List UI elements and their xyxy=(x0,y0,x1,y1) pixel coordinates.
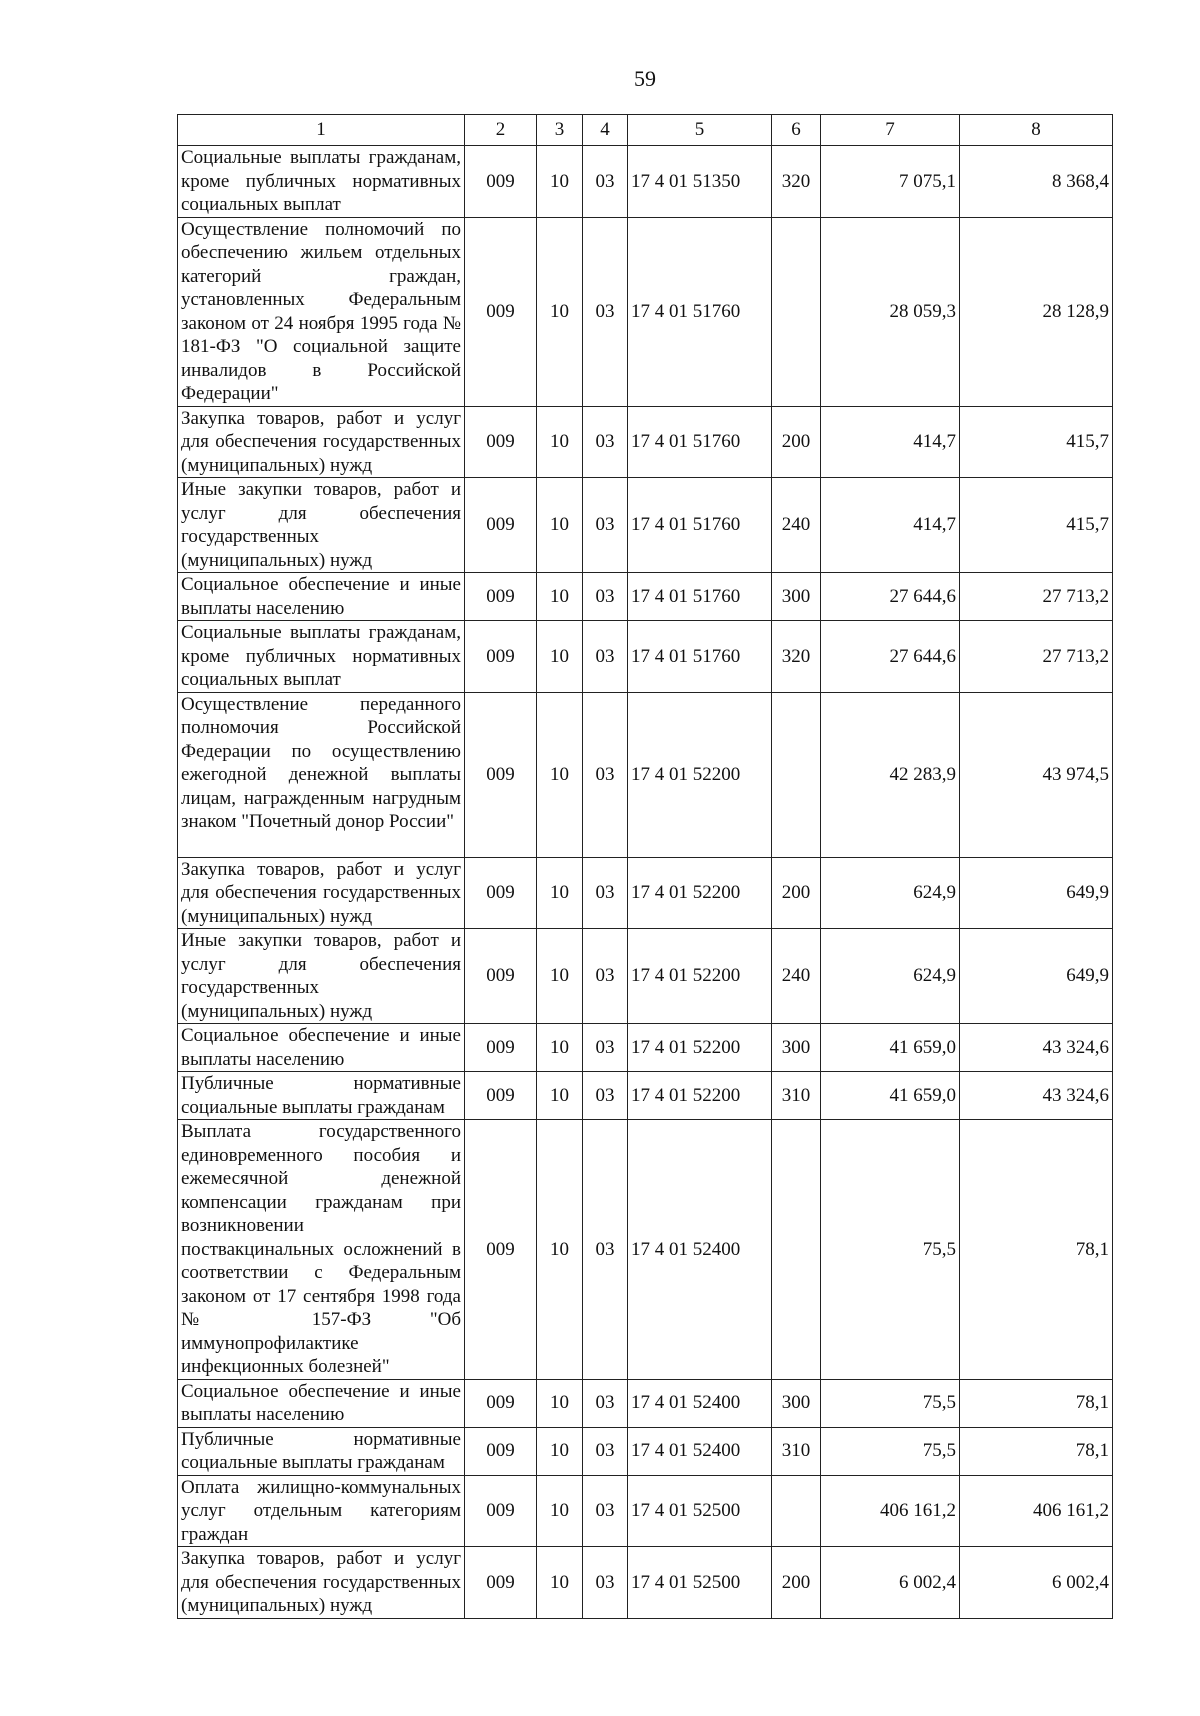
amount-year-2: 78,1 xyxy=(960,1379,1113,1427)
amount-year-2: 43 974,5 xyxy=(960,692,1113,857)
subsection-code: 03 xyxy=(583,1379,628,1427)
row-description: Закупка товаров, работ и услуг для обеспечения государственных (муниципальных) нужд xyxy=(178,406,465,478)
expense-type: 200 xyxy=(772,857,821,929)
section-code: 10 xyxy=(537,1475,583,1547)
target-code: 17 4 01 51760 xyxy=(628,478,772,573)
col-header: 8 xyxy=(960,115,1113,146)
row-description: Закупка товаров, работ и услуг для обеспечения государственных (муниципальных) нужд xyxy=(178,857,465,929)
expense-type: 240 xyxy=(772,929,821,1024)
target-code: 17 4 01 52200 xyxy=(628,857,772,929)
section-code: 10 xyxy=(537,692,583,857)
expense-type: 300 xyxy=(772,1024,821,1072)
amount-year-2: 6 002,4 xyxy=(960,1547,1113,1619)
section-code: 10 xyxy=(537,1379,583,1427)
row-description: Социальное обеспечение и иные выплаты населению xyxy=(178,573,465,621)
col-header: 6 xyxy=(772,115,821,146)
target-code: 17 4 01 52400 xyxy=(628,1120,772,1380)
row-description: Публичные нормативные социальные выплаты гражданам xyxy=(178,1072,465,1120)
col-header: 5 xyxy=(628,115,772,146)
amount-year-1: 75,5 xyxy=(821,1427,960,1475)
target-code: 17 4 01 51760 xyxy=(628,406,772,478)
row-description: Иные закупки товаров, работ и услуг для обеспечения государственных (муниципальных) нужд xyxy=(178,478,465,573)
budget-table-body xyxy=(178,146,1113,1619)
amount-year-2: 649,9 xyxy=(960,857,1113,929)
target-code: 17 4 01 52500 xyxy=(628,1547,772,1619)
expense-type xyxy=(772,217,821,406)
section-code: 10 xyxy=(537,217,583,406)
expense-type xyxy=(772,1120,821,1380)
admin-code: 009 xyxy=(465,1120,537,1380)
admin-code: 009 xyxy=(465,929,537,1024)
subsection-code: 03 xyxy=(583,1072,628,1120)
amount-year-2: 78,1 xyxy=(960,1120,1113,1380)
amount-year-1: 27 644,6 xyxy=(821,621,960,693)
amount-year-2: 27 713,2 xyxy=(960,621,1113,693)
amount-year-1: 624,9 xyxy=(821,929,960,1024)
section-code: 10 xyxy=(537,478,583,573)
budget-table xyxy=(177,114,1113,1619)
target-code: 17 4 01 52400 xyxy=(628,1427,772,1475)
table-row xyxy=(178,1547,1113,1619)
row-description: Выплата государственного единовременного пособия и ежемесячной денежной компенсации гражданам при возникновении поствакцинальных осложнений в соответствии с Федеральным законом от 17 сентября 1998 года № 157-ФЗ "Об иммунопрофилактике инфекционных болезней" xyxy=(178,1120,465,1380)
subsection-code: 03 xyxy=(583,857,628,929)
amount-year-1: 414,7 xyxy=(821,478,960,573)
amount-year-1: 41 659,0 xyxy=(821,1024,960,1072)
expense-type: 320 xyxy=(772,621,821,693)
table-row xyxy=(178,1024,1113,1072)
subsection-code: 03 xyxy=(583,621,628,693)
subsection-code: 03 xyxy=(583,1120,628,1380)
target-code: 17 4 01 52500 xyxy=(628,1475,772,1547)
admin-code: 009 xyxy=(465,1024,537,1072)
section-code: 10 xyxy=(537,146,583,218)
section-code: 10 xyxy=(537,1120,583,1380)
admin-code: 009 xyxy=(465,857,537,929)
table-row xyxy=(178,692,1113,857)
subsection-code: 03 xyxy=(583,1024,628,1072)
subsection-code: 03 xyxy=(583,406,628,478)
admin-code: 009 xyxy=(465,1072,537,1120)
amount-year-1: 414,7 xyxy=(821,406,960,478)
amount-year-2: 649,9 xyxy=(960,929,1113,1024)
target-code: 17 4 01 51760 xyxy=(628,621,772,693)
subsection-code: 03 xyxy=(583,573,628,621)
expense-type: 200 xyxy=(772,406,821,478)
subsection-code: 03 xyxy=(583,1547,628,1619)
amount-year-2: 406 161,2 xyxy=(960,1475,1113,1547)
target-code: 17 4 01 52400 xyxy=(628,1379,772,1427)
target-code: 17 4 01 52200 xyxy=(628,1024,772,1072)
amount-year-2: 415,7 xyxy=(960,478,1113,573)
amount-year-2: 28 128,9 xyxy=(960,217,1113,406)
row-description: Осуществление полномочий по обеспечению жильем отдельных категорий граждан, установленных Федеральным законом от 24 ноября 1995 года № 181-ФЗ "О социальной защите инвалидов в Российской Федерации" xyxy=(178,217,465,406)
section-code: 10 xyxy=(537,1427,583,1475)
section-code: 10 xyxy=(537,1024,583,1072)
col-header: 7 xyxy=(821,115,960,146)
table-row xyxy=(178,1475,1113,1547)
section-code: 10 xyxy=(537,406,583,478)
section-code: 10 xyxy=(537,1072,583,1120)
expense-type xyxy=(772,692,821,857)
header-row xyxy=(178,115,1113,146)
subsection-code: 03 xyxy=(583,1475,628,1547)
amount-year-1: 28 059,3 xyxy=(821,217,960,406)
section-code: 10 xyxy=(537,929,583,1024)
subsection-code: 03 xyxy=(583,146,628,218)
section-code: 10 xyxy=(537,573,583,621)
amount-year-1: 406 161,2 xyxy=(821,1475,960,1547)
table-row xyxy=(178,929,1113,1024)
amount-year-2: 415,7 xyxy=(960,406,1113,478)
row-description: Социальные выплаты гражданам, кроме публичных нормативных социальных выплат xyxy=(178,146,465,218)
table-row xyxy=(178,857,1113,929)
expense-type xyxy=(772,1475,821,1547)
col-header: 1 xyxy=(178,115,465,146)
admin-code: 009 xyxy=(465,1547,537,1619)
row-description: Закупка товаров, работ и услуг для обеспечения государственных (муниципальных) нужд xyxy=(178,1547,465,1619)
row-description: Социальные выплаты гражданам, кроме публичных нормативных социальных выплат xyxy=(178,621,465,693)
amount-year-2: 27 713,2 xyxy=(960,573,1113,621)
target-code: 17 4 01 52200 xyxy=(628,1072,772,1120)
table-row xyxy=(178,1120,1113,1380)
subsection-code: 03 xyxy=(583,478,628,573)
amount-year-1: 75,5 xyxy=(821,1379,960,1427)
table-row xyxy=(178,146,1113,218)
expense-type: 240 xyxy=(772,478,821,573)
amount-year-2: 43 324,6 xyxy=(960,1024,1113,1072)
subsection-code: 03 xyxy=(583,692,628,857)
table-row xyxy=(178,1379,1113,1427)
admin-code: 009 xyxy=(465,406,537,478)
expense-type: 310 xyxy=(772,1427,821,1475)
row-description: Социальное обеспечение и иные выплаты населению xyxy=(178,1379,465,1427)
amount-year-1: 41 659,0 xyxy=(821,1072,960,1120)
subsection-code: 03 xyxy=(583,929,628,1024)
section-code: 10 xyxy=(537,1547,583,1619)
admin-code: 009 xyxy=(465,1427,537,1475)
row-description: Социальное обеспечение и иные выплаты населению xyxy=(178,1024,465,1072)
expense-type: 300 xyxy=(772,573,821,621)
col-header: 3 xyxy=(537,115,583,146)
row-description: Иные закупки товаров, работ и услуг для обеспечения государственных (муниципальных) нужд xyxy=(178,929,465,1024)
amount-year-1: 42 283,9 xyxy=(821,692,960,857)
admin-code: 009 xyxy=(465,692,537,857)
table-row xyxy=(178,621,1113,693)
expense-type: 300 xyxy=(772,1379,821,1427)
section-code: 10 xyxy=(537,857,583,929)
table-row xyxy=(178,478,1113,573)
expense-type: 200 xyxy=(772,1547,821,1619)
amount-year-2: 78,1 xyxy=(960,1427,1113,1475)
subsection-code: 03 xyxy=(583,1427,628,1475)
amount-year-1: 7 075,1 xyxy=(821,146,960,218)
table-row xyxy=(178,217,1113,406)
subsection-code: 03 xyxy=(583,217,628,406)
admin-code: 009 xyxy=(465,217,537,406)
row-description: Осуществление переданного полномочия Российской Федерации по осуществлению ежегодной денежной выплаты лицам, награжденным нагрудным знаком "Почетный донор России" xyxy=(178,692,465,857)
admin-code: 009 xyxy=(465,1475,537,1547)
target-code: 17 4 01 51350 xyxy=(628,146,772,218)
admin-code: 009 xyxy=(465,573,537,621)
col-header: 4 xyxy=(583,115,628,146)
admin-code: 009 xyxy=(465,621,537,693)
row-description: Оплата жилищно-коммунальных услуг отдельным категориям граждан xyxy=(178,1475,465,1547)
table-row xyxy=(178,573,1113,621)
amount-year-1: 75,5 xyxy=(821,1120,960,1380)
expense-type: 320 xyxy=(772,146,821,218)
admin-code: 009 xyxy=(465,146,537,218)
admin-code: 009 xyxy=(465,478,537,573)
page-number: 59 xyxy=(634,66,656,91)
target-code: 17 4 01 52200 xyxy=(628,929,772,1024)
amount-year-2: 43 324,6 xyxy=(960,1072,1113,1120)
table-row xyxy=(178,406,1113,478)
section-code: 10 xyxy=(537,621,583,693)
admin-code: 009 xyxy=(465,1379,537,1427)
row-description: Публичные нормативные социальные выплаты гражданам xyxy=(178,1427,465,1475)
amount-year-1: 27 644,6 xyxy=(821,573,960,621)
table-row xyxy=(178,1072,1113,1120)
amount-year-1: 624,9 xyxy=(821,857,960,929)
target-code: 17 4 01 51760 xyxy=(628,573,772,621)
col-header: 2 xyxy=(465,115,537,146)
amount-year-2: 8 368,4 xyxy=(960,146,1113,218)
table-row xyxy=(178,1427,1113,1475)
target-code: 17 4 01 52200 xyxy=(628,692,772,857)
amount-year-1: 6 002,4 xyxy=(821,1547,960,1619)
target-code: 17 4 01 51760 xyxy=(628,217,772,406)
expense-type: 310 xyxy=(772,1072,821,1120)
